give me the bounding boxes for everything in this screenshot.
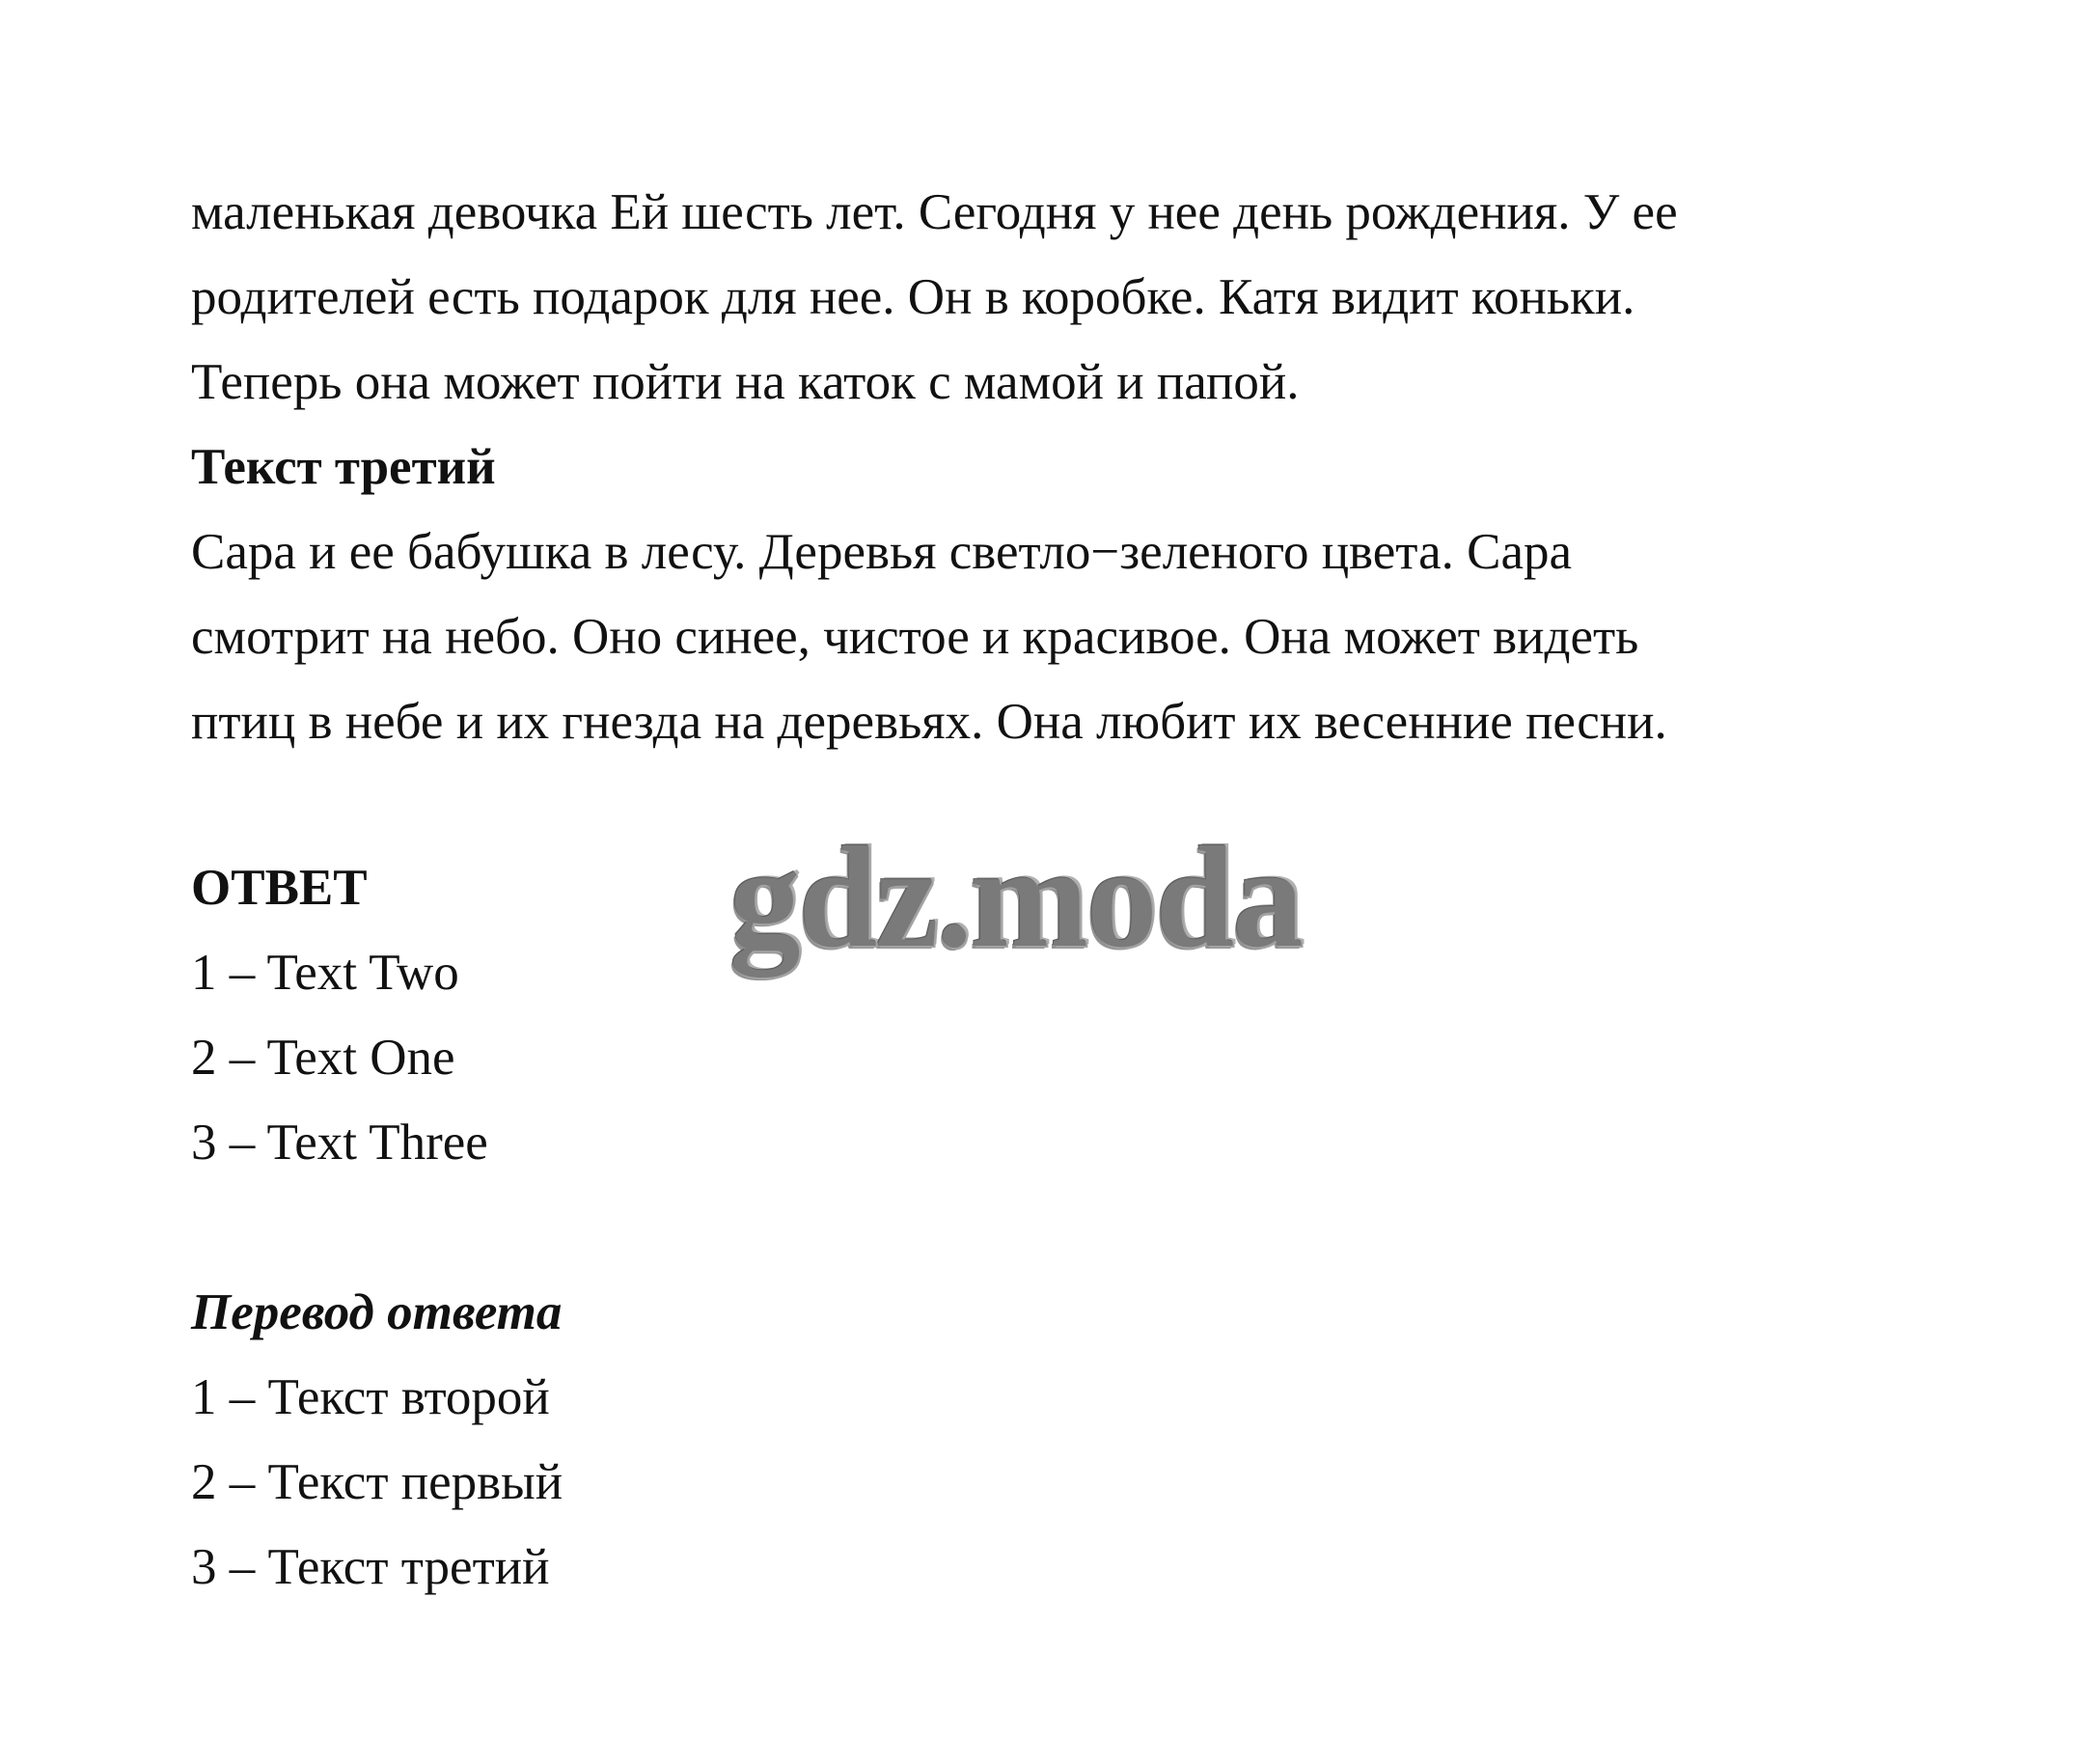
translation-item-3: 3 – Текст третий (191, 1539, 550, 1595)
document-content (191, 170, 1928, 1610)
answer-item-3: 3 – Text Three (191, 1115, 488, 1171)
translation-item-1: 1 – Текст второй (191, 1369, 550, 1425)
answer-item-2: 2 – Text One (191, 1030, 455, 1086)
paragraph-one-line-2: родителей есть подарок для нее. Он в коробке. Катя видит коньки. (191, 269, 1635, 325)
spacer (191, 1185, 1928, 1270)
paragraph-three-line-3: птиц в небе и их гнезда на деревьях. Она любит их весенние песни. (191, 694, 1667, 750)
spacer (191, 764, 1928, 845)
paragraph-three-line-2: смотрит на небо. Оно синее, чистое и красивое. Она может видеть (191, 609, 1639, 665)
paragraph-one-line-1: маленькая девочка Ей шесть лет. Сегодня у нее день рождения. У ее (191, 184, 1678, 240)
watermark: gdz.moda (729, 817, 1302, 978)
answer-title: ОТВЕТ (191, 860, 368, 916)
section-three-title: Текст третий (191, 439, 496, 495)
translation-item-2: 2 – Текст первый (191, 1454, 563, 1510)
answer-item-1: 1 – Text Two (191, 945, 459, 1001)
paragraph-three-line-1: Сара и ее бабушка в лесу. Деревья светло−зеленого цвета. Сара (191, 524, 1573, 580)
translation-title: Перевод ответа (191, 1284, 563, 1340)
paragraph-one-line-3: Теперь она может пойти на каток с мамой и папой. (191, 354, 1300, 410)
